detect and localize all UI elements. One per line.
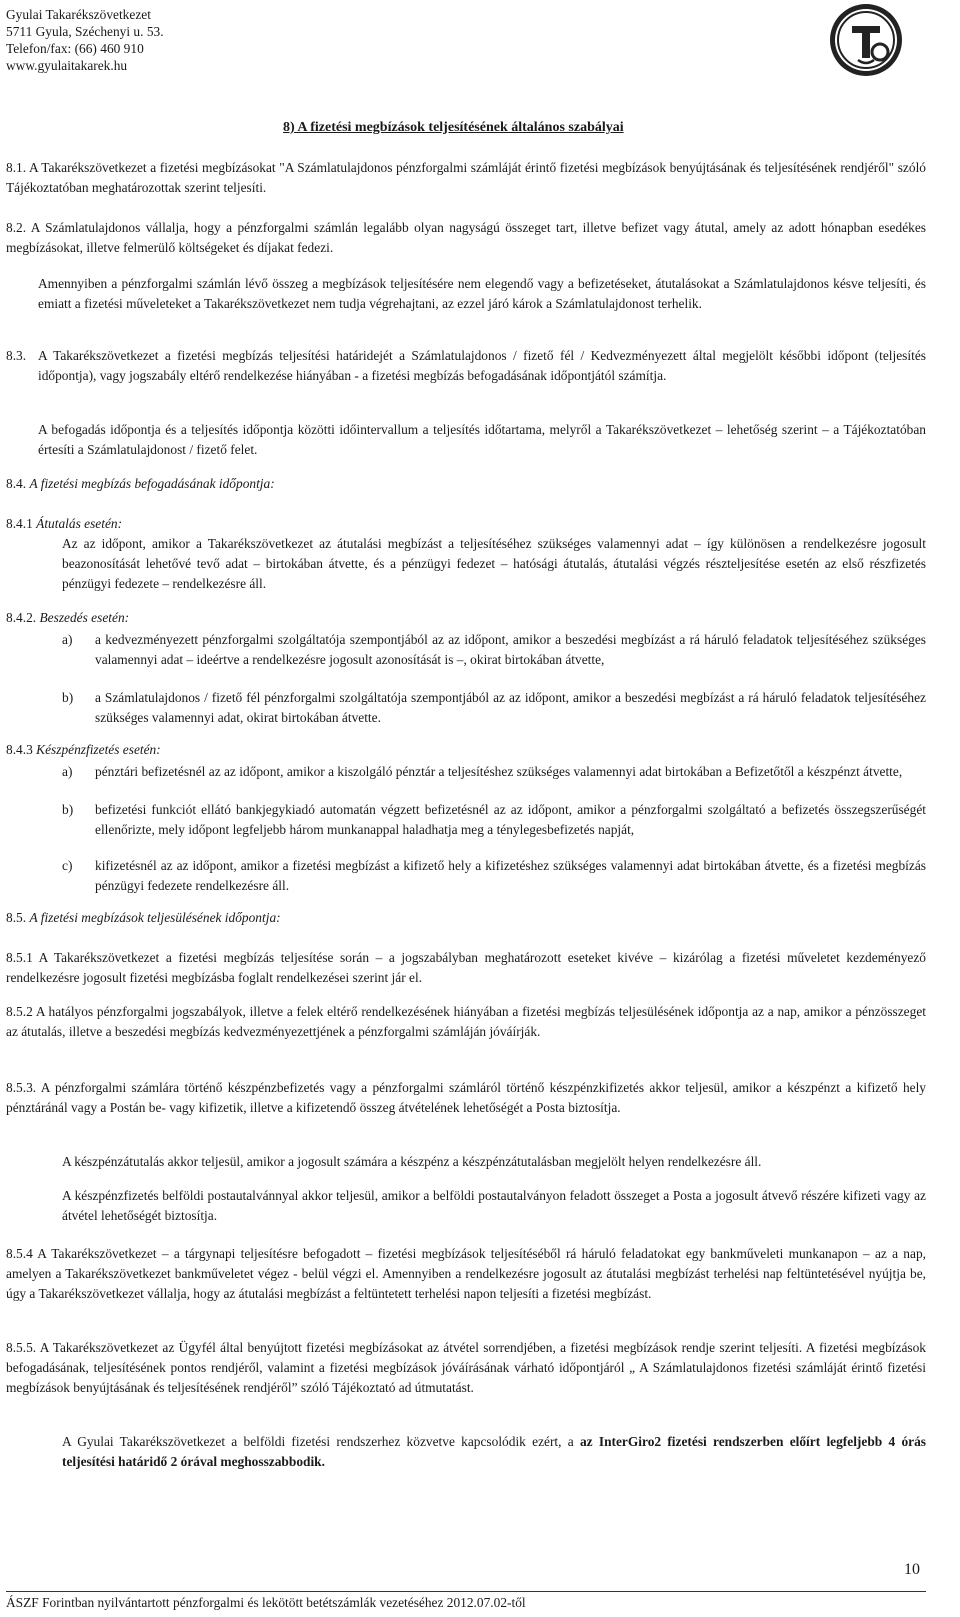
list-item-text: a Számlatulajdonos / fizető fél pénzforgalmi szolgáltatója szempontjából az az időpont, amikor a beszedési megbízást a rá háruló feladatok teljesítéséhez szükséges valamennyi adat, okirat birtokában átvette. xyxy=(95,690,926,725)
paragraph-8-3: A Takarékszövetkezet a fizetési megbízás teljesítési határidejét a Számlatulajdonos / fizető fél / Kedvezményezett által megjelölt későbbi időpont (teljesítés időpontja), vagy jogszabály eltérő rendelkezése hiányában - a fizetési megbízás befogadásának időpontjától számítja. xyxy=(38,348,926,383)
paragraph-8-2-b: Amennyiben a pénzforgalmi számlán lévő összeg a megbízások teljesítésére nem elegendő vagy a befizetéseket, átutalásokat a Számlatulajdonos késve teljesíti, és emiatt a fizetési műveleteket a Takarékszövetkezet nem tudja végrehajtani, az ezzel járó károk a Számlatulajdonost terhelik. xyxy=(38,276,926,311)
heading-8-4-3-number: 8.4.3 xyxy=(6,742,33,757)
intergiro-text: A Gyulai Takarékszövetkezet a belföldi fizetési rendszerhez közvetve kapcsolódik ezért, a xyxy=(62,1434,580,1449)
bank-address: 5711 Gyula, Széchenyi u. 53. xyxy=(6,24,164,39)
list-item-label: c) xyxy=(62,858,73,873)
paragraph-8-3-number: 8.3. xyxy=(6,348,27,363)
page-number: 10 xyxy=(904,1561,920,1578)
list-item-label: a) xyxy=(62,632,73,647)
heading-8-5-text: A fizetési megbízások teljesülésének időpontja: xyxy=(29,910,281,925)
footer-text: ÁSZF Forintban nyilvántartott pénzforgalmi és lekötött betétszámlák vezetéséhez 2012.07.02-től xyxy=(6,1595,526,1610)
list-item-text: kifizetésnél az az időpont, amikor a fizetési megbízást a kifizető hely a kifizetéshez szükséges valamennyi adat birtokában átvette, és a fizetési megbízás pénzügyi fedezete rendelkezésre áll. xyxy=(95,858,926,893)
paragraph-8-5-3: 8.5.3. A pénzforgalmi számlára történő készpénzbefizetés vagy a pénzforgalmi számláról történő készpénzkifizetés akkor teljesül, amikor a készpénzt a kifizető hely pénztáránál vagy a Postán be- vagy kifizetik, illetve a kifizetendő összeg átvételének lehetőségét a Posta biztosítja. xyxy=(6,1080,926,1115)
list-item-label: b) xyxy=(62,802,74,817)
bank-phone: Telefon/fax: (66) 460 910 xyxy=(6,41,144,56)
heading-8-5-number: 8.5. xyxy=(6,910,27,925)
paragraph-8-3-b: A befogadás időpontja és a teljesítés időpontja közötti időintervallum a teljesítés időtartama, melyről a Takarékszövetkezet – lehetőség szerint – a Tájékoztatóban értesíti a Számlatulajdonost / fizető felet. xyxy=(38,422,926,457)
heading-8-4 xyxy=(6,474,926,494)
paragraph-8-1: 8.1. A Takarékszövetkezet a fizetési megbízásokat "A Számlatulajdonos pénzforgalmi számláját érintő fizetési megbízások benyújtásának és teljesítésének rendjéről" szóló Tájékoztatóban meghatározottak szerint teljesíti. xyxy=(6,160,926,195)
heading-8-4-text: A fizetési megbízás befogadásának időpontja: xyxy=(29,476,275,491)
bank-name: Gyulai Takarékszövetkezet xyxy=(6,7,151,22)
section-title: 8) A fizetési megbízások teljesítésének általános szabályai xyxy=(283,120,624,135)
bank-address-block xyxy=(6,6,164,74)
footer-divider xyxy=(6,1591,926,1592)
heading-8-4-1-text: Átutalás esetén: xyxy=(36,516,123,531)
paragraph-8-5-1: 8.5.1 A Takarékszövetkezet a fizetési megbízás teljesítése során – a jogszabályban meghatározott eseteket kivéve – kizárólag a fizetési műveletet kezdeményező rendelkezésre jogosult fizetési megbízásba foglalt rendelkezései szerint jár el. xyxy=(6,950,926,985)
paragraph-8-5-2: 8.5.2 A hatályos pénzforgalmi jogszabályok, illetve a felek eltérő rendelkezésének hiányában a fizetési megbízás teljesülésének időpontja az a nap, amikor a pénzösszeget az átutalás, illetve a beszedési megbízás kedvezményezettjének a pénzforgalmi számláján jóváírják. xyxy=(6,1004,926,1039)
heading-8-4-number: 8.4. xyxy=(6,476,27,491)
heading-8-4-1-number: 8.4.1 xyxy=(6,516,33,531)
list-item-text: befizetési funkciót ellátó bankjegykiadó automatán végzett befizetésnél az az időpont, amikor a pénzforgalmi szolgáltató a befizetés összegszerűségét ellenőrizte, mely időpont legfeljebb három munkanappal haladhatja meg a ténylegesbefizetés napját, xyxy=(95,802,926,837)
heading-8-4-3 xyxy=(6,740,926,760)
list-item-text: pénztári befizetésnél az az időpont, amikor a kiszolgáló pénztár a teljesítéshez szükséges valamennyi adat birtokában a Befizetőtől a készpénzt átvette, xyxy=(95,764,903,779)
paragraph-8-4-1: Az az időpont, amikor a Takarékszövetkezet az átutalási megbízást a teljesítéséhez szükséges valamennyi adat – így különösen a rendelkezésre jogosult beazonosítását lehetővé tevő adat – birtokában átvette, és a pénzügyi fedezet – hatósági átutalás, átutalási végzés részteljesítése esetén az első részfizetés pénzügyi fedezete – rendelkezésre áll. xyxy=(62,536,926,591)
heading-8-5 xyxy=(6,908,926,928)
paragraph-8-5-5: 8.5.5. A Takarékszövetkezet az Ügyfél által benyújtott fizetési megbízásokat az átvétel sorrendjében, a fizetési megbízások rendje szerint teljesíti. A fizetési megbízások befogadásának, teljesítésének pontos rendjéről, valamint a fizetési megbízások jóváírásának várható időpontjáról „ A Számlatulajdonos fizetési számláját érintő fizetési megbízások benyújtásának és teljesítésének rendjéről” szóló Tájékoztató ad útmutatást. xyxy=(6,1340,926,1395)
takarekszovetkezet-logo-icon xyxy=(828,2,904,78)
paragraph-8-5-4: 8.5.4 A Takarékszövetkezet – a tárgynapi teljesítésre befogadott – fizetési megbízások teljesítéséből rá háruló feladatokat egy bankműveleti munkanapon – az a nap, amelyen a Takarékszövetkezet bankműveletet végez - belül végzi el. Amennyiben a rendelkezésre jogosult az átutalási megbízást terhelési nap feltüntetésével nyújtja be, úgy a Takarékszövetkezet vállalja, hogy az átutalási megbízást a feltüntetett terhelési napon teljesíti a fizetési megbízást. xyxy=(6,1246,926,1301)
paragraph-8-5-3-c: A készpénzfizetés belföldi postautalvánnyal akkor teljesül, amikor a belföldi postautalványon feladott összeget a Posta a jogosult átvevő részére kifizeti vagy az átvétel lehetőségét biztosítja. xyxy=(62,1188,926,1223)
heading-8-4-2-number: 8.4.2. xyxy=(6,610,37,625)
heading-8-4-1 xyxy=(6,514,926,534)
list-item-text: a kedvezményezett pénzforgalmi szolgáltatója szempontjából az az időpont, amikor a beszedési megbízást a rá háruló feladatok teljesítéséhez szükséges valamennyi adat – ideértve a rendelkezésre jogosult azonosítását is –, okirat birtokában átvette, xyxy=(95,632,926,667)
list-item-label: b) xyxy=(62,690,74,705)
heading-8-4-2 xyxy=(6,608,926,628)
heading-8-4-2-text: Beszedés esetén: xyxy=(39,610,130,625)
paragraph-intergiro xyxy=(62,1432,926,1472)
intergiro-bold-text: az InterGiro2 fizetési rendszerben előírt legfeljebb 4 órás teljesítési határidő 2 órával meghosszabbodik. xyxy=(62,1434,926,1469)
paragraph-8-5-3-b: A készpénzátutalás akkor teljesül, amikor a jogosult számára a készpénz a készpénzátutalásban megjelölt helyen rendelkezésre áll. xyxy=(62,1154,762,1169)
heading-8-4-3-text: Készpénzfizetés esetén: xyxy=(36,742,161,757)
paragraph-8-2: 8.2. A Számlatulajdonos vállalja, hogy a pénzforgalmi számlán legalább olyan nagyságú összeget tart, illetve befizet vagy átutal, amely az adott hónapban esedékes megbízásokat, illetve felmerülő költségeket és díjakat fedezi. xyxy=(6,220,926,255)
list-item-label: a) xyxy=(62,764,73,779)
bank-website: www.gyulaitakarek.hu xyxy=(6,58,128,73)
